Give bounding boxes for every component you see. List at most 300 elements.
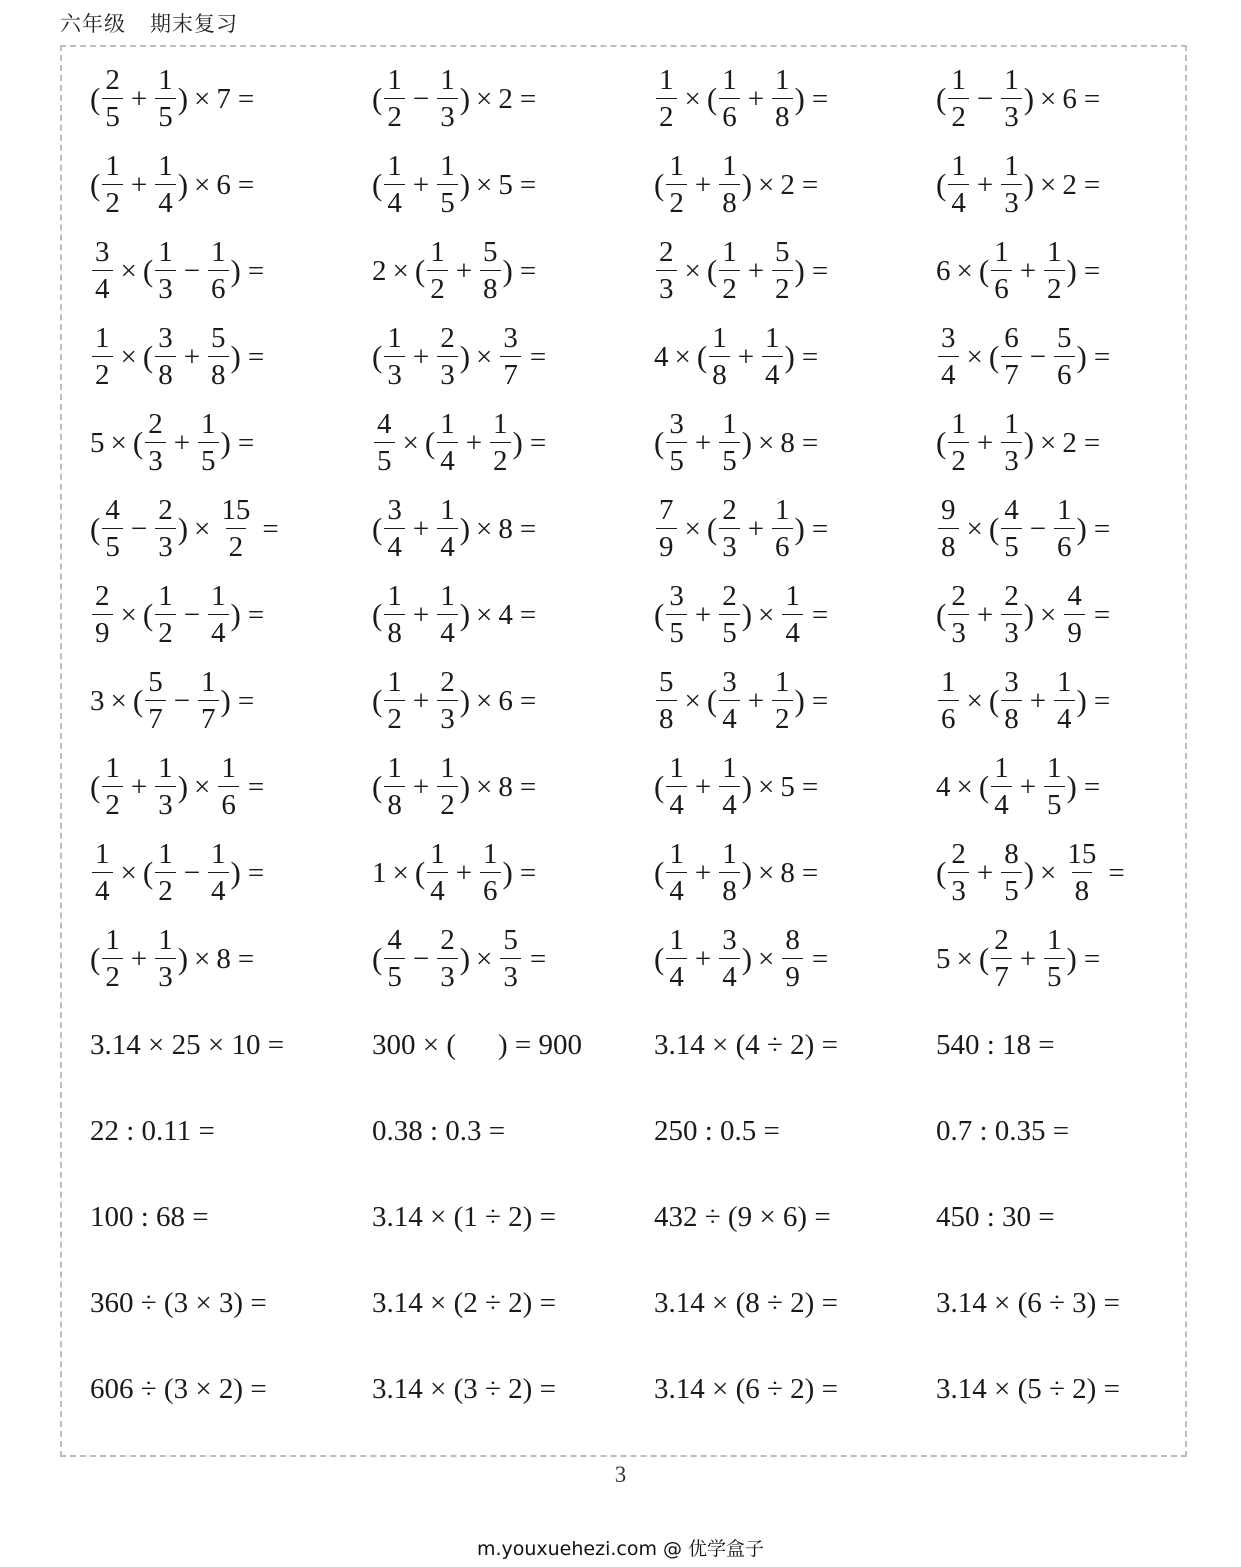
operator: − xyxy=(412,82,430,115)
fraction xyxy=(1044,926,1065,992)
operator: + xyxy=(1019,770,1037,803)
equals-sign: = xyxy=(519,684,537,717)
fraction-denominator: 2 xyxy=(102,786,123,820)
operator: × xyxy=(120,598,137,631)
problem: 3.14 × (2 ÷ 2) = xyxy=(372,1286,556,1319)
problem xyxy=(90,916,254,1002)
header-title: 期末复习 xyxy=(150,12,238,36)
fraction xyxy=(772,66,793,132)
fraction-denominator: 4 xyxy=(384,184,405,218)
fraction-denominator: 8 xyxy=(938,528,959,562)
fraction xyxy=(218,754,239,820)
fraction xyxy=(1001,582,1022,648)
fraction xyxy=(1001,152,1022,218)
problem xyxy=(936,830,1125,916)
operator: × xyxy=(110,684,127,717)
parenthesis: ( xyxy=(654,855,665,890)
fraction-numerator: 1 xyxy=(430,236,445,268)
operator: × xyxy=(1040,82,1057,115)
fraction-denominator: 8 xyxy=(384,786,405,820)
operator: × xyxy=(684,512,701,545)
parenthesis: ( xyxy=(424,425,436,460)
operator: + xyxy=(694,856,712,889)
parenthesis: ( xyxy=(372,167,383,202)
operator: + xyxy=(694,770,712,803)
equals-sign: = xyxy=(1083,82,1101,115)
problem: 3.14 × 25 × 10 = xyxy=(90,1028,285,1061)
fraction-denominator: 6 xyxy=(1054,528,1075,562)
parenthesis: ) xyxy=(459,339,471,374)
parenthesis: ( xyxy=(936,597,947,632)
fraction-denominator: 2 xyxy=(948,98,969,132)
equals-sign: = xyxy=(529,426,547,459)
fraction xyxy=(155,324,176,390)
operator: × xyxy=(1040,598,1057,631)
equals-sign: = xyxy=(1083,168,1101,201)
fraction-denominator: 3 xyxy=(948,614,969,648)
equals-sign: = xyxy=(247,340,265,373)
operator: − xyxy=(976,82,994,115)
fraction-numerator: 5 xyxy=(211,322,226,354)
parenthesis: ( xyxy=(372,683,383,718)
problem-row xyxy=(90,1174,1210,1260)
operator: + xyxy=(455,254,473,287)
problem xyxy=(654,830,818,916)
fraction-denominator: 6 xyxy=(480,872,501,906)
equals-sign: = xyxy=(1093,340,1111,373)
problem xyxy=(90,314,264,400)
parenthesis: ) xyxy=(459,81,471,116)
fraction xyxy=(719,840,740,906)
fraction xyxy=(480,840,501,906)
problem xyxy=(936,916,1100,1002)
fraction-numerator: 3 xyxy=(1004,666,1019,698)
operator: + xyxy=(412,684,430,717)
fraction-numerator: 1 xyxy=(440,64,455,96)
fraction-denominator: 5 xyxy=(1001,872,1022,906)
problem-row xyxy=(90,314,1210,400)
fraction-numerator: 1 xyxy=(221,752,236,784)
parenthesis: ( xyxy=(132,425,144,460)
parenthesis: ) xyxy=(177,167,189,202)
fraction xyxy=(102,496,123,562)
fraction xyxy=(155,840,176,906)
fraction xyxy=(666,926,687,992)
fraction-denominator: 4 xyxy=(991,786,1012,820)
fraction xyxy=(948,66,969,132)
parenthesis: ) xyxy=(794,81,805,116)
fraction xyxy=(1001,66,1022,132)
equals-sign: = xyxy=(801,770,819,803)
problem xyxy=(372,228,536,314)
parenthesis: ) xyxy=(741,167,753,202)
fraction-numerator: 1 xyxy=(669,752,684,784)
number: 2 xyxy=(498,82,513,115)
fraction-numerator: 1 xyxy=(1057,666,1072,698)
parenthesis: ) xyxy=(741,769,753,804)
operator: − xyxy=(183,598,201,631)
fraction xyxy=(719,668,740,734)
parenthesis: ) xyxy=(459,941,471,976)
fraction-denominator: 4 xyxy=(666,786,687,820)
number: 4 xyxy=(654,340,669,373)
operator: + xyxy=(694,942,712,975)
parenthesis: ) xyxy=(1076,683,1087,718)
operator: × xyxy=(956,254,973,287)
equals-sign: = xyxy=(1083,942,1101,975)
equals-sign: = xyxy=(801,168,819,201)
fraction xyxy=(666,754,687,820)
fraction-numerator: 1 xyxy=(158,924,173,956)
fraction-denominator: 8 xyxy=(709,356,730,390)
fraction-denominator: 8 xyxy=(1072,872,1093,906)
fraction-numerator: 1 xyxy=(440,752,455,784)
fraction-denominator: 2 xyxy=(948,442,969,476)
fraction-denominator: 2 xyxy=(490,442,511,476)
fraction-numerator: 1 xyxy=(994,236,1009,268)
operator: × xyxy=(1040,856,1057,889)
fraction-numerator: 1 xyxy=(211,838,226,870)
operator: − xyxy=(130,512,148,545)
parenthesis: ) xyxy=(1066,941,1077,976)
operator: × xyxy=(684,82,701,115)
fraction-denominator: 5 xyxy=(719,442,740,476)
fraction xyxy=(102,926,123,992)
operator: × xyxy=(758,770,775,803)
fraction xyxy=(155,926,176,992)
operator: + xyxy=(747,512,765,545)
parenthesis: ( xyxy=(90,167,101,202)
number: 5 xyxy=(90,426,105,459)
fraction xyxy=(719,66,740,132)
fraction-denominator: 3 xyxy=(656,270,677,304)
problem xyxy=(936,56,1100,142)
fraction-denominator: 5 xyxy=(1044,958,1065,992)
fraction xyxy=(480,238,501,304)
fraction-numerator: 1 xyxy=(775,666,790,698)
operator: + xyxy=(976,426,994,459)
fraction-numerator: 1 xyxy=(440,408,455,440)
parenthesis: ( xyxy=(706,683,718,718)
parenthesis: ( xyxy=(142,855,154,890)
fraction-denominator: 2 xyxy=(656,98,677,132)
fraction-denominator: 4 xyxy=(1054,700,1075,734)
problem-row xyxy=(90,830,1210,916)
fraction-numerator: 3 xyxy=(669,408,684,440)
fraction-denominator: 5 xyxy=(1044,786,1065,820)
fraction xyxy=(155,66,176,132)
fraction-numerator: 1 xyxy=(775,64,790,96)
problem xyxy=(90,228,264,314)
operator: × xyxy=(684,254,701,287)
operator: × xyxy=(956,770,973,803)
fraction xyxy=(719,582,740,648)
equals-sign: = xyxy=(237,82,255,115)
operator: × xyxy=(476,598,493,631)
fraction-numerator: 1 xyxy=(158,752,173,784)
parenthesis: ( xyxy=(90,941,101,976)
operator: − xyxy=(183,254,201,287)
parenthesis: ( xyxy=(978,253,990,288)
fraction-numerator: 1 xyxy=(387,322,402,354)
fraction-numerator: 1 xyxy=(105,752,120,784)
parenthesis: ( xyxy=(132,683,144,718)
problem xyxy=(90,830,264,916)
fraction-denominator: 4 xyxy=(437,442,458,476)
number: 5 xyxy=(936,942,951,975)
operator: × xyxy=(758,426,775,459)
fraction-numerator: 3 xyxy=(387,494,402,526)
fraction-denominator: 8 xyxy=(1001,700,1022,734)
fraction xyxy=(656,66,677,132)
fraction-denominator: 8 xyxy=(384,614,405,648)
operator: × xyxy=(392,856,409,889)
operator: + xyxy=(976,168,994,201)
fraction xyxy=(92,324,113,390)
operator: − xyxy=(1029,340,1047,373)
problem: 432 ÷ (9 × 6) = xyxy=(654,1200,831,1233)
operator: + xyxy=(130,82,148,115)
equals-sign: = xyxy=(519,254,537,287)
operator: × xyxy=(194,942,211,975)
equals-sign: = xyxy=(519,168,537,201)
operator: × xyxy=(120,340,137,373)
fraction-denominator: 8 xyxy=(480,270,501,304)
fraction-numerator: 1 xyxy=(158,64,173,96)
fraction-numerator: 2 xyxy=(659,236,674,268)
operator: − xyxy=(183,856,201,889)
problem-row xyxy=(90,744,1210,830)
fraction xyxy=(437,754,458,820)
fraction xyxy=(384,582,405,648)
fraction xyxy=(155,754,176,820)
fraction-denominator: 2 xyxy=(666,184,687,218)
fraction-numerator: 3 xyxy=(669,580,684,612)
fraction-numerator: 1 xyxy=(440,494,455,526)
equals-sign: = xyxy=(247,598,265,631)
fraction-denominator: 2 xyxy=(719,270,740,304)
equals-sign: = xyxy=(1108,856,1125,889)
fraction xyxy=(772,496,793,562)
fraction-numerator: 1 xyxy=(387,752,402,784)
number: 6 xyxy=(498,684,513,717)
fraction-numerator: 5 xyxy=(659,666,674,698)
operator: + xyxy=(130,770,148,803)
operator: × xyxy=(758,168,775,201)
problem: 3.14 × (1 ÷ 2) = xyxy=(372,1200,556,1233)
fraction-denominator: 4 xyxy=(92,270,113,304)
equals-sign: = xyxy=(801,856,819,889)
parenthesis: ) xyxy=(230,253,241,288)
fraction-denominator: 4 xyxy=(948,184,969,218)
parenthesis: ( xyxy=(988,683,1000,718)
problem: 360 ÷ (3 × 3) = xyxy=(90,1286,267,1319)
number: 6 xyxy=(1062,82,1077,115)
fraction xyxy=(208,582,229,648)
number: 8 xyxy=(780,426,795,459)
fraction-numerator: 1 xyxy=(765,322,780,354)
parenthesis: ( xyxy=(142,339,154,374)
equals-sign: = xyxy=(237,942,255,975)
fraction xyxy=(938,668,959,734)
fraction xyxy=(92,238,113,304)
problem xyxy=(90,486,279,572)
equals-sign: = xyxy=(247,770,265,803)
fraction-numerator: 1 xyxy=(387,64,402,96)
problem xyxy=(90,56,254,142)
operator: + xyxy=(694,426,712,459)
problem xyxy=(654,400,818,486)
problem xyxy=(654,658,828,744)
problem xyxy=(372,56,536,142)
problem-row xyxy=(90,228,1210,314)
operator: + xyxy=(694,168,712,201)
equals-sign: = xyxy=(519,856,537,889)
fraction-numerator: 3 xyxy=(95,236,110,268)
fraction-denominator: 2 xyxy=(92,356,113,390)
problem xyxy=(372,400,546,486)
equals-sign: = xyxy=(811,512,829,545)
fraction-denominator: 2 xyxy=(384,98,405,132)
number: 4 xyxy=(498,598,513,631)
number: 8 xyxy=(498,512,513,545)
fraction-numerator: 1 xyxy=(1047,236,1062,268)
fraction-denominator: 3 xyxy=(719,528,740,562)
problem xyxy=(372,142,536,228)
problem xyxy=(936,142,1100,228)
operator: + xyxy=(412,168,430,201)
fraction xyxy=(938,324,959,390)
fraction-denominator: 7 xyxy=(500,356,521,390)
operator: + xyxy=(130,168,148,201)
number: 5 xyxy=(780,770,795,803)
parenthesis: ) xyxy=(784,339,795,374)
fraction-denominator: 3 xyxy=(384,356,405,390)
fraction xyxy=(374,410,395,476)
fraction-numerator: 1 xyxy=(201,408,216,440)
operator: + xyxy=(737,340,755,373)
fraction xyxy=(1001,324,1022,390)
parenthesis: ) xyxy=(459,683,471,718)
fraction-denominator: 6 xyxy=(938,700,959,734)
operator: + xyxy=(465,426,483,459)
fraction-numerator: 1 xyxy=(430,838,445,870)
fraction xyxy=(384,496,405,562)
equals-sign: = xyxy=(237,426,255,459)
operator: + xyxy=(747,254,765,287)
fraction xyxy=(500,324,521,390)
fraction xyxy=(155,496,176,562)
equals-sign: = xyxy=(237,684,255,717)
problem: 606 ÷ (3 × 2) = xyxy=(90,1372,267,1405)
operator: × xyxy=(194,82,211,115)
fraction xyxy=(198,668,219,734)
operator: × xyxy=(194,512,211,545)
operator: × xyxy=(476,340,493,373)
fraction-numerator: 9 xyxy=(941,494,956,526)
problem xyxy=(654,56,828,142)
fraction-numerator: 2 xyxy=(722,494,737,526)
fraction xyxy=(948,410,969,476)
fraction xyxy=(719,152,740,218)
parenthesis: ) xyxy=(230,855,241,890)
operator: × xyxy=(674,340,691,373)
fraction-denominator: 6 xyxy=(719,98,740,132)
problem xyxy=(654,314,818,400)
fraction xyxy=(709,324,730,390)
fraction-denominator: 5 xyxy=(666,442,687,476)
fraction xyxy=(1001,496,1022,562)
fraction-numerator: 5 xyxy=(503,924,518,956)
fraction-denominator: 5 xyxy=(666,614,687,648)
problem: 250 : 0.5 = xyxy=(654,1114,780,1147)
fraction-numerator: 1 xyxy=(158,236,173,268)
parenthesis: ( xyxy=(414,855,426,890)
fraction-denominator: 3 xyxy=(437,958,458,992)
parenthesis: ( xyxy=(978,769,990,804)
fraction xyxy=(938,496,959,562)
parenthesis: ) xyxy=(230,339,241,374)
problem: 3.14 × (3 ÷ 2) = xyxy=(372,1372,556,1405)
equals-sign: = xyxy=(801,426,819,459)
fraction xyxy=(782,926,803,992)
parenthesis: ) xyxy=(177,511,189,546)
fraction-denominator: 9 xyxy=(1064,614,1085,648)
parenthesis: ) xyxy=(177,769,189,804)
fraction xyxy=(384,66,405,132)
problem xyxy=(372,916,546,1002)
parenthesis: ) xyxy=(741,597,753,632)
parenthesis: ( xyxy=(372,511,383,546)
fraction-denominator: 3 xyxy=(437,700,458,734)
fraction xyxy=(666,840,687,906)
fraction-numerator: 1 xyxy=(1047,752,1062,784)
operator: + xyxy=(976,856,994,889)
operator: × xyxy=(120,856,137,889)
number: 8 xyxy=(498,770,513,803)
fraction-denominator: 6 xyxy=(208,270,229,304)
fraction-numerator: 1 xyxy=(440,150,455,182)
fraction xyxy=(155,238,176,304)
fraction-denominator: 3 xyxy=(437,356,458,390)
fraction-denominator: 3 xyxy=(500,958,521,992)
equals-sign: = xyxy=(1083,254,1101,287)
fraction xyxy=(384,152,405,218)
fraction-denominator: 6 xyxy=(991,270,1012,304)
fraction-numerator: 1 xyxy=(158,838,173,870)
footer-watermark: m.youxuehezi.com @ 优学盒子 xyxy=(476,1538,765,1560)
operator: × xyxy=(684,684,701,717)
fraction xyxy=(656,668,677,734)
operator: × xyxy=(966,684,983,717)
problem: 0.38 : 0.3 = xyxy=(372,1114,506,1147)
fraction-numerator: 1 xyxy=(440,580,455,612)
problem-row xyxy=(90,486,1210,572)
problem xyxy=(654,486,828,572)
parenthesis: ) xyxy=(741,425,753,460)
number: 4 xyxy=(936,770,951,803)
fraction-denominator: 2 xyxy=(155,614,176,648)
fraction xyxy=(719,754,740,820)
parenthesis: ) xyxy=(794,253,805,288)
parenthesis: ) xyxy=(1023,425,1035,460)
parenthesis: ( xyxy=(978,941,990,976)
problem: 3.14 × (6 ÷ 3) = xyxy=(936,1286,1120,1319)
parenthesis: ) xyxy=(459,511,471,546)
fraction-denominator: 8 xyxy=(208,356,229,390)
fraction-numerator: 2 xyxy=(148,408,163,440)
equals-sign: = xyxy=(1093,684,1111,717)
